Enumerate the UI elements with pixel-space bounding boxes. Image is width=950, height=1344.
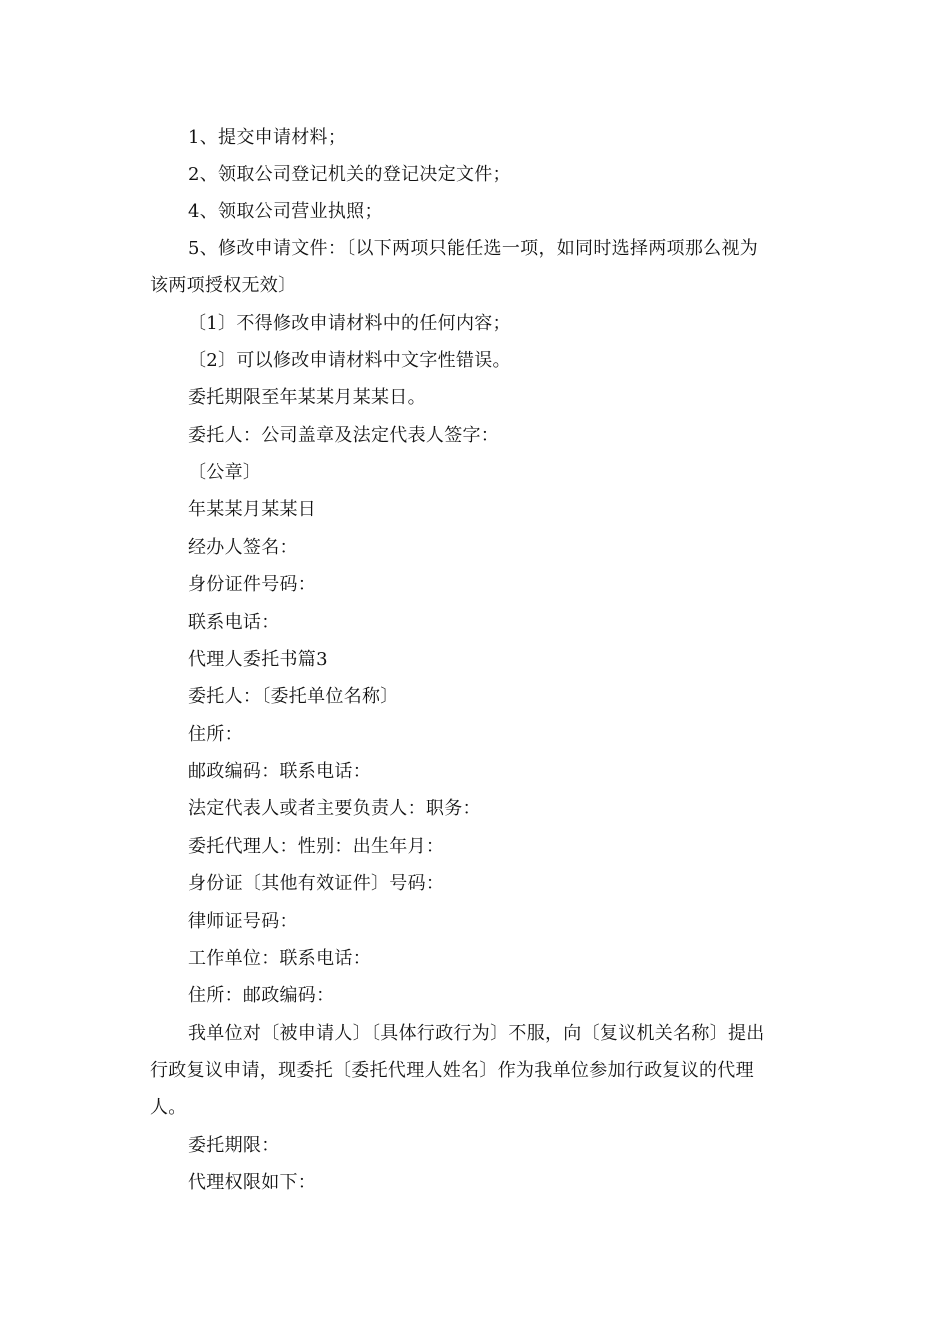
statement-paragraph-line2: 行政复议申请，现委托〔委托代理人姓名〕作为我单位参加行政复议的代理 — [150, 1060, 754, 1081]
entrust-period: 委托期限至年某某月某某日。 — [188, 387, 426, 408]
agency-authority: 代理权限如下： — [188, 1172, 317, 1193]
contact-phone: 联系电话： — [188, 612, 280, 633]
agent-info: 委托代理人：性别：出生年月： — [188, 836, 445, 857]
address-postcode: 住所：邮政编码： — [188, 985, 335, 1006]
work-unit-phone: 工作单位：联系电话： — [188, 948, 371, 969]
option-2: 〔2〕可以修改申请材料中文字性错误。 — [188, 350, 511, 371]
postcode-phone: 邮政编码：联系电话： — [188, 761, 371, 782]
id-number: 身份证件号码： — [188, 574, 317, 595]
entrust-term: 委托期限： — [188, 1135, 280, 1156]
entruster-signature: 委托人：公司盖章及法定代表人签字： — [188, 425, 500, 446]
statement-paragraph-line1: 我单位对〔被申请人〕〔具体行政行为〕不服，向〔复议机关名称〕提出 — [188, 1023, 765, 1044]
section-title: 代理人委托书篇3 — [188, 649, 328, 670]
entruster: 委托人：〔委托单位名称〕 — [188, 686, 399, 707]
lawyer-license-number: 律师证号码： — [188, 911, 298, 932]
item-modify-documents: 5、修改申请文件：〔以下两项只能任选一项，如同时选择两项那么视为 — [188, 238, 759, 259]
handler-signature: 经办人签名： — [188, 537, 298, 558]
company-seal: 〔公章〕 — [188, 462, 262, 483]
item-collect-decision: 2、领取公司登记机关的登记决定文件； — [188, 164, 511, 185]
item-modify-documents-cont: 该两项授权无效〕 — [150, 275, 297, 296]
address: 住所： — [188, 724, 243, 745]
date-line: 年某某月某某日 — [188, 499, 317, 520]
option-1: 〔1〕不得修改申请材料中的任何内容； — [188, 313, 511, 334]
item-collect-license: 4、领取公司营业执照； — [188, 201, 383, 222]
statement-paragraph-line3: 人。 — [150, 1097, 187, 1118]
item-submit-materials: 1、提交申请材料； — [188, 127, 347, 148]
agent-id-number: 身份证〔其他有效证件〕号码： — [188, 873, 445, 894]
legal-representative: 法定代表人或者主要负责人：职务： — [188, 798, 481, 819]
